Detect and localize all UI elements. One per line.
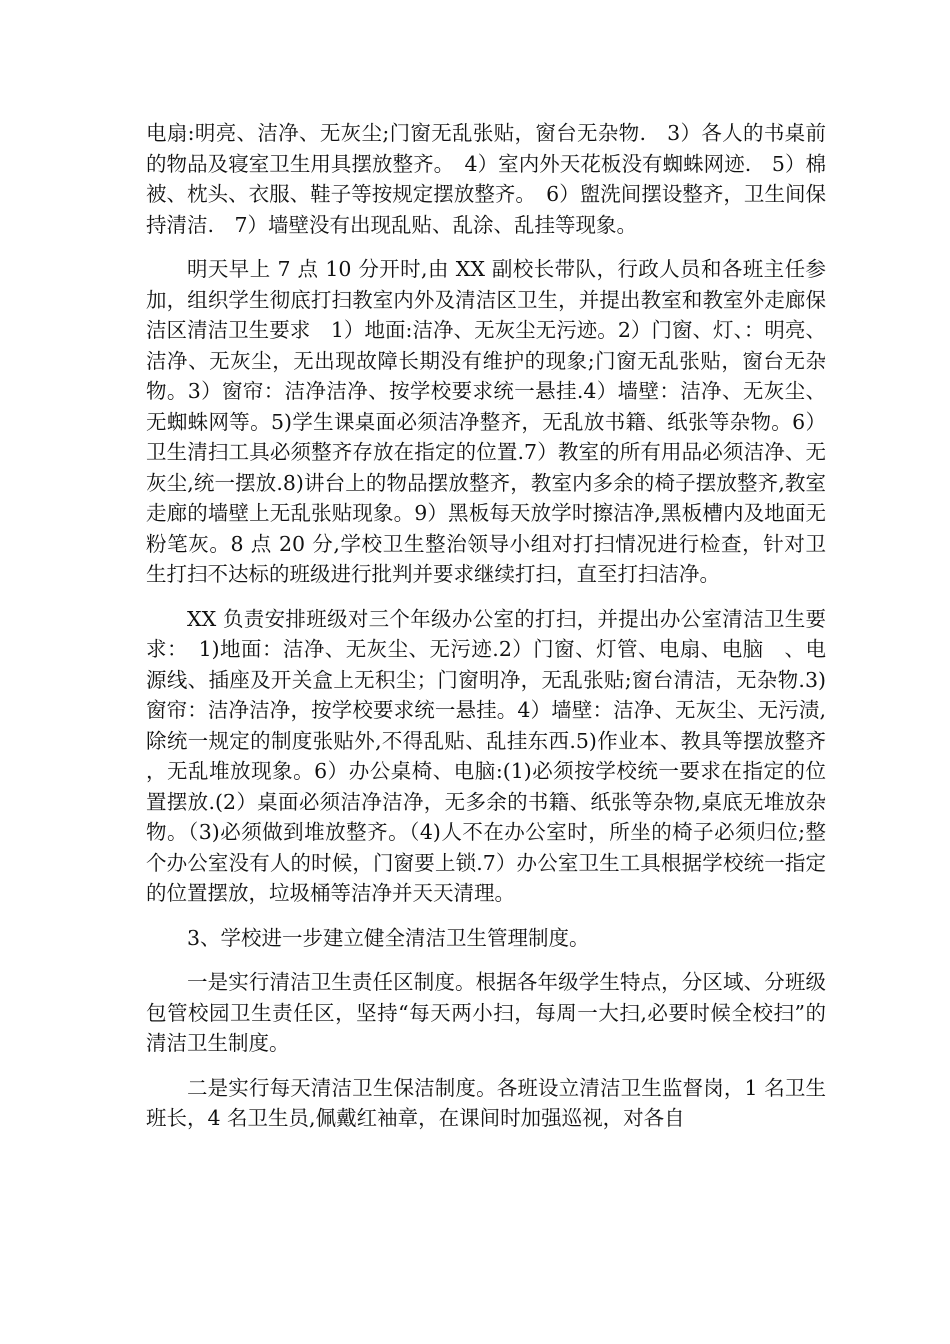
paragraph-management-system-heading: 3、学校进一步建立健全清洁卫生管理制度。 — [187, 925, 590, 950]
paragraph-responsibility-zone: 一是实行清洁卫生责任区制度。根据各年级学生特点，分区域、分班级包管校园卫生责任区，坚持“每天两小扫，每周一大扫,必要时候全校扫”的清洁卫生制度。 — [146, 970, 826, 1055]
paragraph-classroom-cleaning: 明天早上 7 点 10 分开时,由 XX 副校长带队，行政人员和各班主任参加，组织学生彻底打扫教室内外及清洁区卫生，并提出教室和教室外走廊保洁区清洁卫生要求 1）地面:洁净、无灰尘无污迹。2）门窗、灯、：明亮、洁净、无灰尘，无出现故障长期没有维护的现象;门窗无乱张贴，窗台无杂物。3）窗帘：洁净洁净、按学校要求统一悬挂.4）墙壁：洁净、无灰尘、无蜘蛛网等。5)学生课桌面必须洁净整齐，无乱放书籍、纸张等杂物。6）卫生清扫工具必须整齐存放在指定的位置.7）教室的所有用品必须洁净、无灰尘,统一摆放.8)讲台上的物品摆放整齐，教室内多余的椅子摆放整齐,教室走廊的墙壁上无乱张贴现象。9）黑板每天放学时擦洁净,黑板槽内及地面无粉笔灰。8 点 20 分,学校卫生整治领导小组对打扫情况进行检查，针对卫生打扫不达标的班级进行批判并要求继续打扫，直至打扫洁净。 — [146, 257, 826, 586]
paragraph-daily-cleaning: 二是实行每天清洁卫生保洁制度。各班设立清洁卫生监督岗，1 名卫生班长，4 名卫生员,佩戴红袖章，在课间时加强巡视，对各自 — [146, 1075, 826, 1130]
document-body — [146, 118, 826, 1148]
paragraph-dormitory-requirements: 电扇:明亮、洁净、无灰尘;门窗无乱张贴，窗台无杂物. 3）各人的书桌前的物品及寝室卫生用具摆放整齐。 4）室内外天花板没有蜘蛛网迹. 5）棉被、枕头、衣服、鞋子等按规定摆放整齐。 6）盥洗间摆设整齐，卫生间保持清洁. 7）墙壁没有出现乱贴、乱涂、乱挂等现象。 — [146, 121, 826, 237]
paragraph-office-cleaning: XX 负责安排班级对三个年级办公室的打扫，并提出办公室清洁卫生要求： 1)地面：洁净、无灰尘、无污迹.2）门窗、灯管、电扇、电脑 、电源线、插座及开关盒上无积尘；门窗明净，无乱张贴;窗台清洁，无杂物.3)窗帘：洁净洁净，按学校要求统一悬挂。4）墙壁：洁净、无灰尘、无污渍,除统一规定的制度张贴外,不得乱贴、乱挂东西.5)作业本、教具等摆放整齐，无乱堆放现象。6）办公桌椅、电脑:(1)必须按学校统一要求在指定的位置摆放.(2）桌面必须洁净洁净，无多余的书籍、纸张等杂物,桌底无堆放杂物。（3)必须做到堆放整齐。（4)人不在办公室时，所坐的椅子必须归位;整个办公室没有人的时候，门窗要上锁.7）办公室卫生工具根据学校统一指定的位置摆放，垃圾桶等洁净并天天清理。 — [146, 606, 826, 905]
